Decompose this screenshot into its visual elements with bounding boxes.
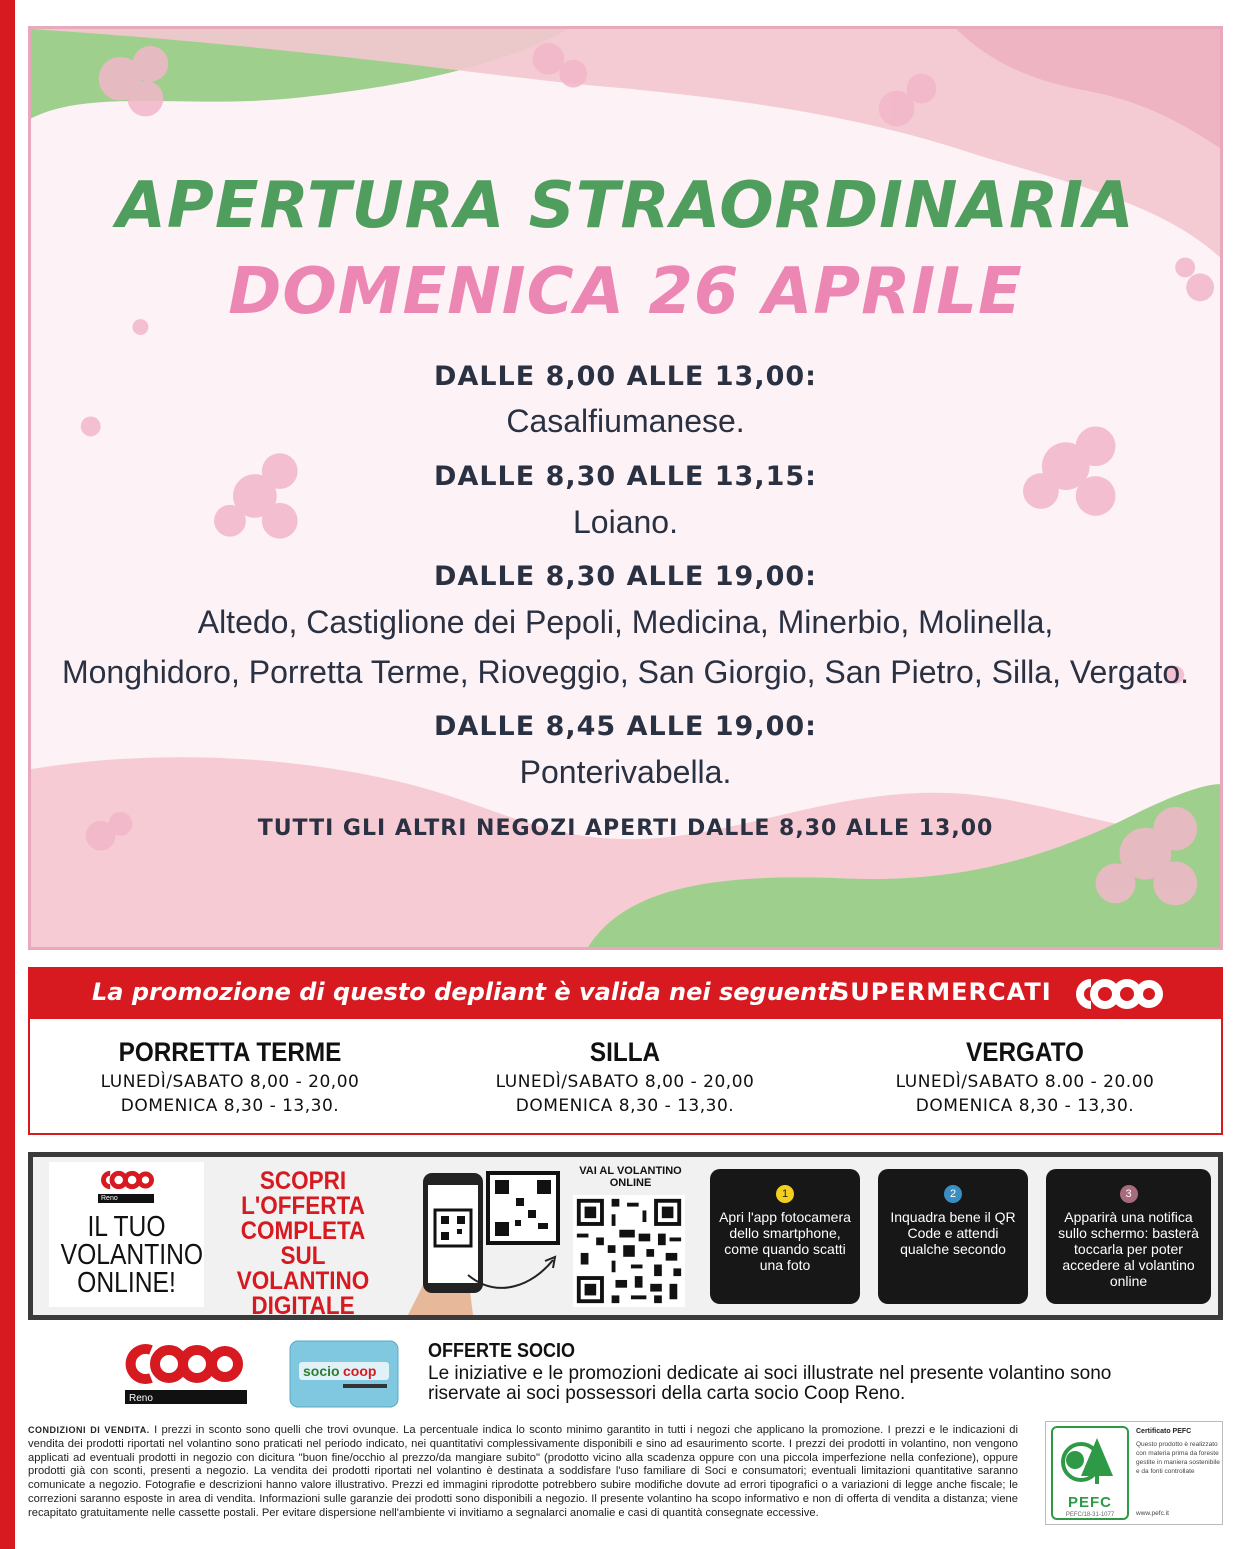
slot-stores: Monghidoro, Porretta Terme, Rioveggio, San Giorgio, San Pietro, Silla, Vergato. (61, 654, 1190, 690)
online-flyer-badge (49, 1162, 204, 1307)
il-tuo-text: IL TUO (87, 1211, 166, 1243)
store-weekday-hours: LUNEDÌ/SABATO 8.00 - 20.00 (895, 1072, 1155, 1092)
supermercati-label: SUPERMERCATI (832, 978, 1052, 1006)
slot-time: DALLE 8,30 ALLE 13,15: (434, 461, 817, 492)
svg-text:coop: coop (343, 1363, 377, 1379)
socio-offers-text: Le iniziative e le promozioni dedicate ai soci illustrate nel presente volantino sono riservate ai soci possessori della carta socio Coop Reno. (428, 1363, 1112, 1404)
pefc-description: Questo prodotto è realizzato con materia prima da foreste gestite in maniera sostenibile e da fonti controllate (1136, 1441, 1220, 1475)
hero-panel (28, 26, 1223, 950)
store-vergato (835, 1037, 1215, 1116)
pefc-title: Certificato PEFC (1136, 1428, 1192, 1435)
slot-stores: Casalfiumanese. (506, 403, 745, 439)
store-name: PORRETTA TERME (118, 1037, 342, 1067)
step-number-badge: 1 (776, 1185, 794, 1203)
sales-conditions (28, 1424, 1018, 1521)
socio-card-image (289, 1340, 399, 1408)
top-margin (15, 0, 1250, 22)
slot-stores: Altedo, Castiglione dei Pepoli, Medicina, Minerbio, Molinella, (197, 604, 1054, 640)
pefc-url[interactable]: www.pefc.it (1136, 1510, 1169, 1517)
digital-flyer-banner (28, 1152, 1223, 1320)
store-silla (435, 1037, 815, 1116)
all-others-note: TUTTI GLI ALTRI NEGOZI APERTI DALLE 8,30 ALLE 13,00 (257, 816, 994, 841)
store-sunday-hours: DOMENICA 8,30 - 13,30. (515, 1096, 735, 1116)
conditions-label: CONDIZIONI DI VENDITA. (28, 1425, 150, 1435)
pefc-certification (1045, 1421, 1223, 1525)
discover-line: COMPLETA SUL (240, 1217, 366, 1270)
svg-text:socio: socio (303, 1363, 340, 1379)
hero-title: APERTURA STRAORDINARIA (116, 169, 1135, 243)
pefc-word: PEFC (1067, 1494, 1112, 1511)
discover-offer-text (222, 1169, 384, 1319)
store-sunday-hours: DOMENICA 8,30 - 13,30. (120, 1096, 340, 1116)
slot-time: DALLE 8,45 ALLE 19,00: (434, 711, 817, 742)
step-card-2 (878, 1169, 1028, 1304)
step-card-1 (710, 1169, 860, 1304)
stores-box (28, 967, 1223, 1135)
online-text: ONLINE! (77, 1267, 176, 1299)
volantino-text: VOLANTINO (60, 1239, 204, 1271)
qr-code[interactable] (573, 1195, 685, 1307)
pefc-logo (1051, 1426, 1129, 1520)
store-sunday-hours: DOMENICA 8,30 - 13,30. (915, 1096, 1135, 1116)
pefc-code: PEFC/18-31-1077 (1065, 1512, 1115, 1518)
reno-label: Reno (98, 1194, 154, 1203)
slot-time: DALLE 8,30 ALLE 19,00: (434, 561, 817, 592)
slot-stores: Loiano. (573, 504, 678, 540)
go-to-online-flyer-label: VAI AL VOLANTINO ONLINE (579, 1165, 682, 1189)
step-text: Apri l'app fotocamera dello smartphone, come quando scatti una foto (719, 1209, 851, 1273)
coop-reno-logo (125, 1340, 247, 1406)
store-name: VERGATO (966, 1037, 1084, 1067)
step-number-badge: 3 (1120, 1185, 1138, 1203)
step-card-3 (1046, 1169, 1211, 1304)
hero-date: DOMENICA 26 APRILE (228, 255, 1023, 329)
store-weekday-hours: LUNEDÌ/SABATO 8,00 - 20,00 (495, 1072, 755, 1092)
step-text: Apparirà una notifica sullo schermo: basterà toccarla per poter accedere al volantino online (1058, 1209, 1199, 1289)
step-number-badge: 2 (944, 1185, 962, 1203)
slot-stores: Ponterivabella. (519, 754, 732, 790)
conditions-text: I prezzi in sconto sono quelli che trovi ovunque. La percentuale indica lo sconto minimo garantito in tutti i negozi che applicano la promozione. I prezzi e le indicazioni di vendita dei prodotti riportati nel volantino sono praticati nel periodo indicato, nei quantitativi complessivamente disponibili e sino ad esaurimento scorte. I prezzi dei prodotti in volantino, non vengono applicati ad eventuali prodotti in negozio con dicitura "buon fine/occhio al prezzo/da mangiare subito" (prodotto vicino alla scadenza oppure con una piccola imperfezione nella confezione), oppure prodotti già con sconti, presenti a negozio. La vendita dei prodotti riportati nel volantino è destinata a soddisfare l'uso familiare di Soci e consumatori; eventuali limitazioni quantitative saranno comunicate a negozio. Fotografie e descrizioni hanno valore illustrativo. Prezzi ed immagini riprodotte potrebbero subire modifiche dovute ad errori tipografici o a variazioni di legge anche fiscale; le correzioni saranno esposte in area di vendita. Informazioni sulle garanzie dei prodotti sono disponibili a negozio. Il presente volantino ha scopo informativo e non di offerta di vendita a distanza; viene recapitato gratuitamente nelle cassette postali. Per evitare dispersione nell'ambiente vi invitiamo a segnalarci anomalie e casi di quantità consegnate eccessive. (28, 1424, 1018, 1519)
discover-line: SCOPRI (259, 1167, 347, 1195)
pefc-tree-icon (1053, 1430, 1127, 1492)
store-weekday-hours: LUNEDÌ/SABATO 8,00 - 20,00 (100, 1072, 360, 1092)
discover-line: DIGITALE (251, 1292, 355, 1320)
red-side-bar (0, 0, 15, 1549)
coop-logo (1071, 975, 1163, 1013)
stores-header (30, 969, 1221, 1019)
promo-text: La promozione di questo depliant è valida nei seguenti (92, 978, 837, 1006)
store-name: SILLA (589, 1037, 661, 1067)
socio-offers-title: OFFERTE SOCIO (428, 1340, 576, 1362)
slot-time: DALLE 8,00 ALLE 13,00: (434, 361, 817, 392)
store-porretta-terme (40, 1037, 420, 1116)
discover-line: L'OFFERTA (241, 1192, 365, 1220)
discover-line: VOLANTINO (236, 1267, 370, 1295)
step-text: Inquadra bene il QR Code e attendi qualche secondo (890, 1209, 1016, 1257)
phone-scanning-qr-illustration (403, 1165, 563, 1315)
svg-text:Reno: Reno (129, 1393, 153, 1404)
coop-logo (98, 1168, 154, 1192)
